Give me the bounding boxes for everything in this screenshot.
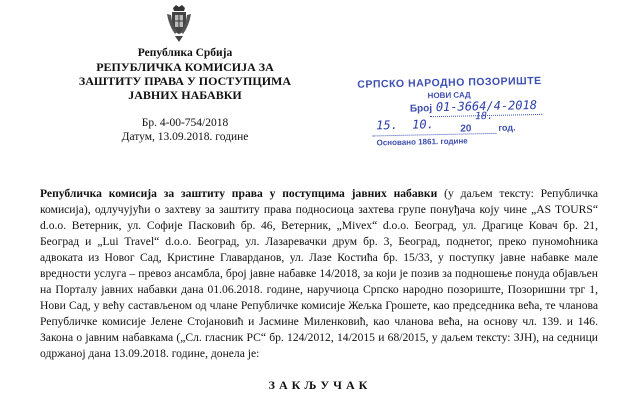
stamp-month: 10.: [412, 117, 435, 132]
header-reference: [40, 116, 330, 144]
decision-preamble: [40, 186, 598, 362]
stamp-founded: Основано 1861. године: [376, 136, 468, 148]
header-commission: РЕПУБЛИЧКА КОМИСИЈА ЗА ЗАШТИТУ ПРАВА У ПОСТУПЦИМА ЈАВНИХ НАБАВКИ: [78, 60, 292, 102]
stamp-date-line: [372, 133, 496, 137]
document-date: Датум, 13.09.2018. године: [121, 131, 249, 143]
preamble-text: (у даљем тексту: Републичка комисија), одлучујући о захтеву за заштиту права подносиоца захтева групе понуђача коју чине „AS TOURS“ d.o.o. Ветерник, ул. Софије Пасковић бр. 46, Ветерник, „Mivex“ d.o.o. Београд, ул. Драгице Ковач бр. 21, Београд и „Lui Travel“ d.o.o. Београд, ул. Лазаревачки друм бр. 3, Београд, поднетог, преко пуномоћника адвоката из Новог Сад, Кристине Главарданов, ул. Лазе Костића бр. 15/33, у поступку јавне набавке мале вредности услуга – превоз ансамбла, број јавне набавке 14/2018, за који је позив за подношење понуда објављен на Порталу јавних набавки дана 01.06.2018. године, наручиоца Српско народно позориште, Позоришни трг 1, Нови Сад, у већу састављеном од члане Републичке комисије Жељка Грошете, као председника већа, те чланова Републичке комисије Јелене Стојановић и Јасмине Миленковић, као чланова већа, на основу чл. 139. и 146. Закона о јавним набавкама („Сл. гласник РС“ бр. 124/2012, 14/2015 и 68/2015, у даљем тексту: ЗЈН), на седници одржаној дана 13.09.2018. године, донела је:: [40, 187, 599, 360]
coat-of-arms-icon: [166, 4, 192, 44]
stamp-year-suffix: 18.: [474, 110, 494, 123]
stamp-institution: СРПСКО НАРОДНО ПОЗОРИШТЕ: [357, 74, 542, 91]
stamp-day: 15.: [376, 117, 399, 133]
stamp-number-value: 01-3664/4-2018: [435, 98, 538, 115]
receipt-stamp: [331, 72, 553, 157]
section-heading: ЗАКЉУЧАК: [268, 378, 372, 392]
stamp-year-label: год.: [498, 122, 516, 133]
header-country: Република Србија: [137, 47, 233, 59]
stamp-year-prefix: 20: [460, 123, 472, 135]
stamp-city: НОВИ САД: [427, 90, 471, 101]
stamp-number-label: Број: [409, 103, 433, 115]
preamble-lead-in: Републичка комисија за заштиту права у поступцима јавних набавки: [40, 187, 438, 200]
case-number: Бр. 4-00-754/2018: [141, 117, 229, 129]
